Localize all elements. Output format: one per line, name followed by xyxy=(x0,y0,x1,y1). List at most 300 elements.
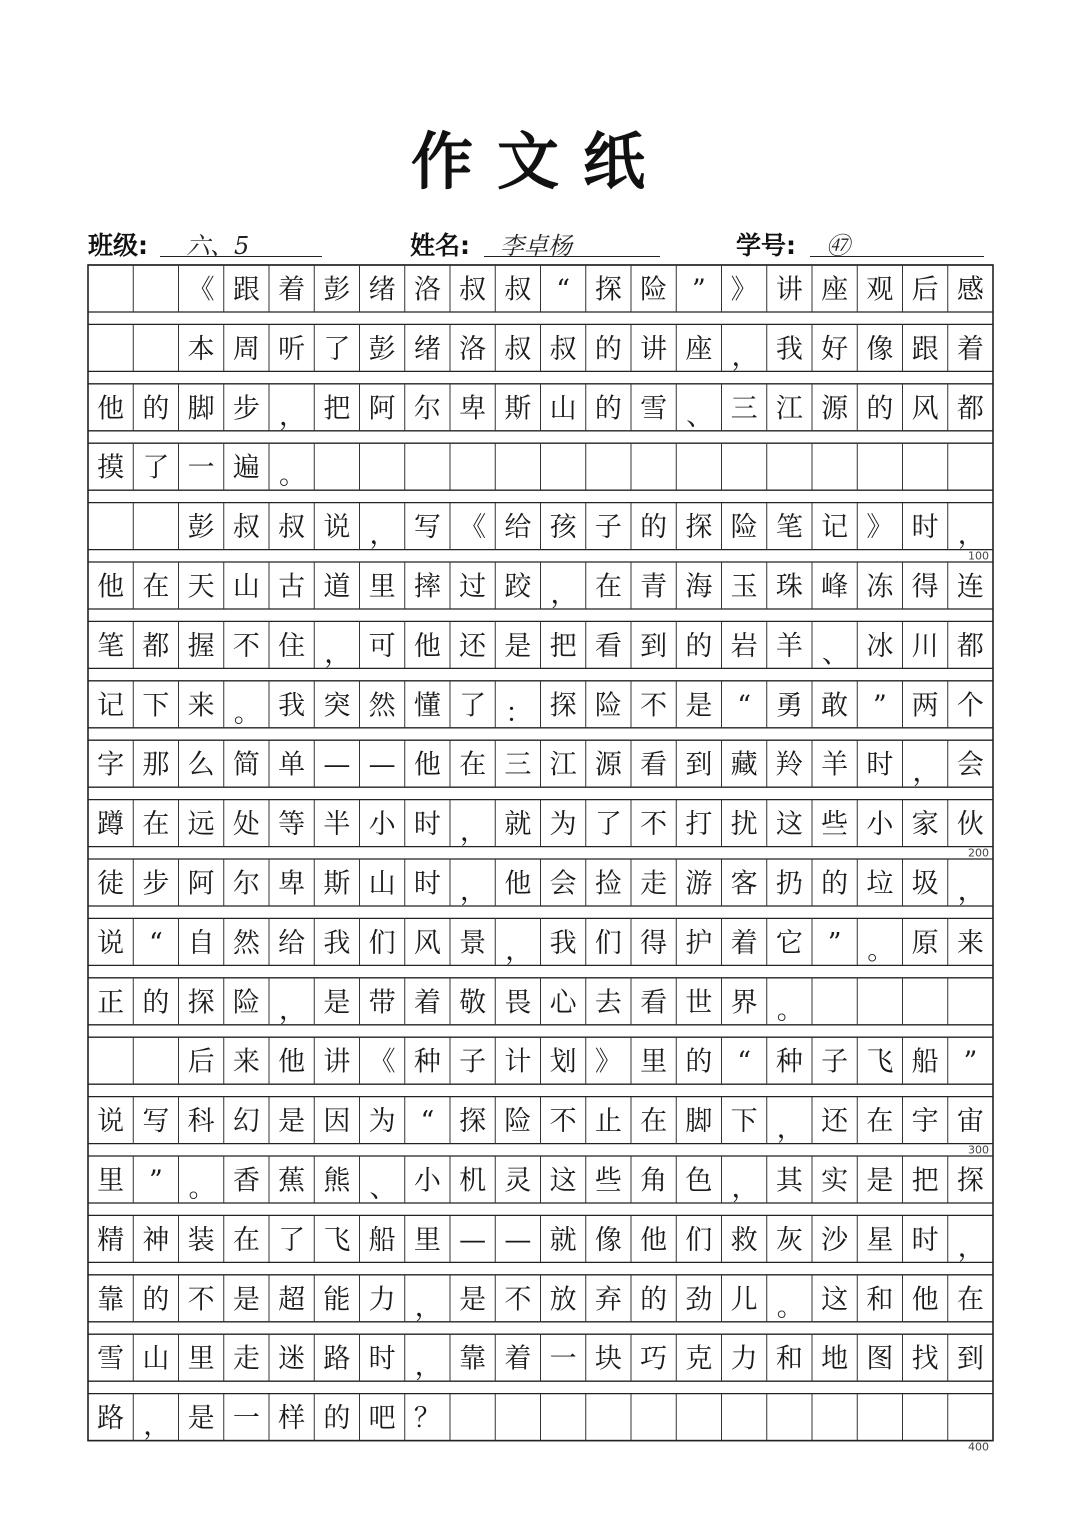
grid-char: 捡 xyxy=(594,868,622,900)
grid-char: 不 xyxy=(640,690,668,722)
grid-char: 羊 xyxy=(821,749,849,781)
grid-char: 正 xyxy=(97,987,125,1019)
grid-char: 里 xyxy=(97,1165,125,1197)
grid-char: 畏 xyxy=(504,987,532,1019)
grid-char: 是 xyxy=(187,1403,215,1435)
grid-char: 座 xyxy=(685,333,713,365)
grid-char: 古 xyxy=(278,571,306,603)
grid-char: 岩 xyxy=(730,630,758,662)
grid-char: 带 xyxy=(368,987,396,1019)
grid-char: 景 xyxy=(459,927,487,959)
grid-char: 勇 xyxy=(775,690,803,722)
grid-char: 都 xyxy=(956,630,984,662)
grid-char: 叔 xyxy=(278,512,306,544)
grid-char: 时 xyxy=(413,809,441,841)
grid-char: 是 xyxy=(232,1284,260,1316)
grid-char: 羊 xyxy=(775,630,803,662)
grid-char: 风 xyxy=(911,393,939,425)
grid-char: 脚 xyxy=(187,393,215,425)
grid-char: 找 xyxy=(911,1343,939,1375)
grid-row xyxy=(88,621,993,669)
grid-char: 三 xyxy=(504,749,532,781)
grid-char: 在 xyxy=(142,571,170,603)
grid-char: 单 xyxy=(278,749,306,781)
grid-char: ” xyxy=(872,690,887,722)
grid-row xyxy=(88,1156,993,1204)
grid-char: 》 xyxy=(866,512,894,544)
grid-char: 在 xyxy=(142,809,170,841)
grid-char: 超 xyxy=(278,1284,306,1316)
grid-char: 洛 xyxy=(459,333,487,365)
grid-char: 小 xyxy=(413,1165,441,1197)
grid-char: — xyxy=(504,1224,532,1256)
grid-char: 看 xyxy=(640,749,668,781)
grid-char: ， xyxy=(912,757,940,789)
grid-row xyxy=(88,800,993,860)
grid-char: 、 xyxy=(686,400,714,432)
grid-char: 等 xyxy=(278,809,306,841)
grid-char: 步 xyxy=(232,393,260,425)
grid-char: 是 xyxy=(866,1165,894,1197)
grid-char: 探 xyxy=(956,1165,984,1197)
grid-char: 小 xyxy=(866,809,894,841)
grid-char: 其 xyxy=(775,1165,803,1197)
grid-char: 把 xyxy=(323,393,351,425)
grid-char: 彭 xyxy=(187,512,215,544)
grid-char: 到 xyxy=(685,749,713,781)
grid-row xyxy=(88,1275,993,1323)
grid-char: 斯 xyxy=(504,393,532,425)
grid-char: 走 xyxy=(640,868,668,900)
grid-row xyxy=(88,859,993,907)
grid-char: 可 xyxy=(368,630,396,662)
grid-char: ？ xyxy=(413,1403,441,1435)
grid-char: 我 xyxy=(278,690,306,722)
grid-char: 它 xyxy=(775,927,803,959)
grid-char: 子 xyxy=(821,1046,849,1078)
grid-char: 一 xyxy=(232,1403,260,1435)
grid-char: ， xyxy=(459,876,487,907)
grid-char: 探 xyxy=(459,1106,487,1138)
grid-char: 得 xyxy=(640,927,668,959)
grid-char: 的 xyxy=(640,1284,668,1316)
grid-char: 是 xyxy=(459,1284,487,1316)
grid-char: 得 xyxy=(911,571,939,603)
grid-char: 到 xyxy=(956,1343,984,1375)
grid-char: 飞 xyxy=(866,1046,894,1078)
grid-char: 打 xyxy=(685,809,713,841)
grid-char: 像 xyxy=(866,333,894,365)
grid-char: 玉 xyxy=(730,571,758,603)
grid-char: 他 xyxy=(640,1224,668,1256)
grid-char: 叔 xyxy=(504,274,532,306)
grid-char: 然 xyxy=(368,690,396,722)
grid-char: 冻 xyxy=(866,571,894,603)
grid-char: 的 xyxy=(594,393,622,425)
grid-char: 险 xyxy=(232,987,260,1019)
grid-char: 块 xyxy=(594,1343,622,1375)
word-counter: 300 xyxy=(968,1143,989,1157)
grid-char: 江 xyxy=(775,393,803,425)
grid-char: 灵 xyxy=(504,1165,532,1197)
grid-char: — xyxy=(368,749,396,781)
grid-char: 讲 xyxy=(640,333,668,365)
grid-char: 。 xyxy=(776,1291,804,1323)
grid-char: 叔 xyxy=(504,333,532,365)
grid-char: 险 xyxy=(594,690,622,722)
grid-char: 原 xyxy=(911,927,939,959)
grid-char: 他 xyxy=(97,571,125,603)
grid-char: 幻 xyxy=(232,1106,260,1138)
grid-char: 家 xyxy=(911,809,939,841)
grid-char: 卑 xyxy=(278,868,306,900)
grid-char: 一 xyxy=(549,1343,577,1375)
grid-char: 三 xyxy=(730,393,758,425)
grid-char: “ xyxy=(420,1106,435,1138)
grid-char: 走 xyxy=(232,1343,260,1375)
grid-char: 笔 xyxy=(775,512,803,544)
grid-char: ， xyxy=(776,1113,804,1145)
grid-char: 的 xyxy=(142,1284,170,1316)
grid-char: ， xyxy=(369,519,397,551)
grid-char: 我 xyxy=(323,927,351,959)
grid-char: 他 xyxy=(413,749,441,781)
grid-char: 了 xyxy=(594,809,622,841)
grid-char: ， xyxy=(459,816,487,848)
grid-char: 远 xyxy=(187,809,215,841)
grid-char: 都 xyxy=(142,630,170,662)
grid-char: ， xyxy=(143,1410,171,1442)
grid-char: 给 xyxy=(504,512,532,544)
grid-char: 探 xyxy=(685,512,713,544)
grid-char: 峰 xyxy=(821,571,849,603)
grid-char: 时 xyxy=(911,1224,939,1256)
grid-char: 斯 xyxy=(323,868,351,900)
grid-char: 阿 xyxy=(187,868,215,900)
grid-char: 字 xyxy=(97,749,125,781)
grid-char: 的 xyxy=(640,512,668,544)
grid-char: 蕉 xyxy=(278,1165,306,1197)
grid-char: 这 xyxy=(549,1165,577,1197)
grid-char: 敢 xyxy=(821,690,849,722)
name-value: 李卓杨 xyxy=(500,232,572,260)
grid-char: 会 xyxy=(956,749,984,781)
word-counter: 400 xyxy=(968,1440,989,1454)
grid-char: 他 xyxy=(504,868,532,900)
grid-char: 。 xyxy=(867,935,895,967)
grid-char: 扔 xyxy=(775,868,803,900)
grid-char: 蹲 xyxy=(97,809,125,841)
grid-char: 迷 xyxy=(278,1343,306,1375)
grid-char: 来 xyxy=(232,1046,260,1078)
grid-char: 险 xyxy=(730,512,758,544)
grid-char: 跟 xyxy=(232,274,260,306)
grid-char: 不 xyxy=(232,630,260,662)
grid-char: — xyxy=(459,1224,487,1256)
grid-char: 冰 xyxy=(866,630,894,662)
grid-char: 靠 xyxy=(459,1343,487,1375)
grid-char: 我 xyxy=(549,927,577,959)
grid-row xyxy=(88,1097,993,1157)
word-counter: 200 xyxy=(968,846,989,860)
grid-char: 风 xyxy=(413,927,441,959)
grid-char: 处 xyxy=(232,809,260,841)
grid-char: 劲 xyxy=(685,1284,713,1316)
grid-row xyxy=(88,324,993,372)
grid-row xyxy=(88,384,993,432)
grid-char: 过 xyxy=(459,571,487,603)
grid-char: 说 xyxy=(97,1106,125,1138)
grid-char: 他 xyxy=(278,1046,306,1078)
grid-char: 计 xyxy=(504,1046,532,1078)
grid-char: 克 xyxy=(685,1343,713,1375)
grid-char: 的 xyxy=(142,987,170,1019)
grid-char: 是 xyxy=(323,987,351,1019)
grid-char: 会 xyxy=(549,868,577,900)
grid-char: 的 xyxy=(821,868,849,900)
grid-char: 着 xyxy=(278,274,306,306)
grid-char: 路 xyxy=(323,1343,351,1375)
grid-char: ： xyxy=(505,697,533,729)
grid-char: 我 xyxy=(775,333,803,365)
grid-char: 图 xyxy=(866,1343,894,1375)
grid-char: 两 xyxy=(911,690,939,722)
grid-char: 他 xyxy=(97,393,125,425)
grid-char: 在 xyxy=(640,1106,668,1138)
grid-char: 绪 xyxy=(413,333,441,365)
grid-char: ， xyxy=(731,1173,759,1204)
grid-char: ， xyxy=(414,1351,442,1383)
grid-char: 不 xyxy=(640,809,668,841)
grid-char: 圾 xyxy=(911,868,939,900)
grid-char: 去 xyxy=(594,987,622,1019)
grid-char: 时 xyxy=(866,749,894,781)
grid-char: 因 xyxy=(323,1106,351,1138)
number-value: ㊼ xyxy=(826,232,850,260)
grid-char: 不 xyxy=(504,1284,532,1316)
grid-char: 心 xyxy=(549,987,577,1019)
grid-char: 记 xyxy=(821,512,849,544)
grid-char: 彭 xyxy=(368,333,396,365)
grid-char: 时 xyxy=(911,512,939,544)
grid-char: 个 xyxy=(956,690,984,722)
grid-char: 好 xyxy=(821,333,849,365)
grid-char: 源 xyxy=(594,749,622,781)
grid-char: 。 xyxy=(233,697,261,729)
grid-char: ， xyxy=(731,341,759,373)
grid-char: 是 xyxy=(278,1106,306,1138)
grid-char: 一 xyxy=(187,452,215,484)
grid-char: 绪 xyxy=(368,274,396,306)
grid-char: 的 xyxy=(594,333,622,365)
grid-char: — xyxy=(323,749,351,781)
grid-char: 扰 xyxy=(730,809,758,841)
grid-char: 懂 xyxy=(413,690,441,722)
grid-char: 了 xyxy=(459,690,487,722)
grid-char: 羚 xyxy=(775,749,803,781)
grid-char: 们 xyxy=(594,927,622,959)
grid-row xyxy=(88,1334,993,1382)
grid-char: 记 xyxy=(97,690,125,722)
grid-char: 弃 xyxy=(594,1284,622,1316)
grid-char: 的 xyxy=(142,393,170,425)
grid-char: 着 xyxy=(730,927,758,959)
grid-char: 。 xyxy=(188,1173,216,1204)
grid-char: 香 xyxy=(232,1165,260,1197)
grid-char: 宇 xyxy=(911,1106,939,1138)
grid-char: 垃 xyxy=(866,868,894,900)
grid-char: 时 xyxy=(413,868,441,900)
grid-char: “ xyxy=(148,927,163,959)
grid-char: 是 xyxy=(685,690,713,722)
grid-char: 来 xyxy=(956,927,984,959)
grid-char: ” xyxy=(827,927,842,959)
grid-char: 里 xyxy=(187,1343,215,1375)
grid-char: 路 xyxy=(97,1403,125,1435)
grid-char: ， xyxy=(324,638,352,670)
grid-char: 和 xyxy=(775,1343,803,1375)
grid-char: 卑 xyxy=(459,393,487,425)
grid-char: 救 xyxy=(730,1224,758,1256)
grid-char: 客 xyxy=(730,868,758,900)
page-title: 作文纸 xyxy=(410,125,669,198)
grid-char: 把 xyxy=(549,630,577,662)
class-label: 班级: xyxy=(88,231,148,260)
grid-char: ， xyxy=(957,876,985,907)
grid-char: 源 xyxy=(821,393,849,425)
grid-char: 山 xyxy=(368,868,396,900)
grid-char: 种 xyxy=(775,1046,803,1078)
grid-char: 《 xyxy=(368,1046,396,1078)
grid-char: 划 xyxy=(549,1046,577,1078)
grid-char: 叔 xyxy=(549,333,577,365)
grid-char: 下 xyxy=(142,690,170,722)
grid-char: 。 xyxy=(776,994,804,1026)
grid-char: 着 xyxy=(956,333,984,365)
grid-char: 下 xyxy=(730,1106,758,1138)
grid-char: 周 xyxy=(232,333,260,365)
grid-char: 里 xyxy=(368,571,396,603)
grid-char: 不 xyxy=(187,1284,215,1316)
grid-char: 了 xyxy=(323,333,351,365)
grid-char: 后 xyxy=(187,1046,215,1078)
grid-char: 不 xyxy=(549,1106,577,1138)
number-label: 学号: xyxy=(736,231,796,260)
grid-char: ” xyxy=(963,1046,978,1078)
grid-char: ” xyxy=(691,274,706,306)
grid-char: 孩 xyxy=(549,512,577,544)
grid-char: 和 xyxy=(866,1284,894,1316)
grid-char: 像 xyxy=(594,1224,622,1256)
grid-char: 了 xyxy=(278,1224,306,1256)
grid-char: 科 xyxy=(187,1106,215,1138)
grid-char: 样 xyxy=(278,1403,306,1435)
grid-char: 们 xyxy=(368,927,396,959)
grid-char: ， xyxy=(414,1291,442,1323)
grid-char: 感 xyxy=(956,274,984,306)
grid-border xyxy=(88,265,993,1441)
grid-char: 些 xyxy=(594,1165,622,1197)
grid-char: ” xyxy=(148,1165,163,1197)
grid-char: “ xyxy=(737,1046,752,1078)
grid-char: 看 xyxy=(640,987,668,1019)
grid-char: 里 xyxy=(413,1224,441,1256)
grid-char: 突 xyxy=(323,690,351,722)
grid-char: 在 xyxy=(866,1106,894,1138)
grid-char: ， xyxy=(278,400,306,432)
grid-char: 到 xyxy=(640,630,668,662)
grid-char: 彭 xyxy=(323,274,351,306)
grid-char: 角 xyxy=(640,1165,668,1197)
grid-char: 了 xyxy=(142,452,170,484)
grid-char: 阿 xyxy=(368,393,396,425)
grid-char: 吧 xyxy=(368,1403,396,1435)
grid-char: 自 xyxy=(187,927,215,959)
grid-char: 险 xyxy=(504,1106,532,1138)
grid-char: 川 xyxy=(911,630,939,662)
grid-char: 们 xyxy=(685,1224,713,1256)
grid-char: 徒 xyxy=(97,868,125,900)
grid-char: 灰 xyxy=(775,1224,803,1256)
grid-char: 伙 xyxy=(956,809,984,841)
grid-char: 说 xyxy=(323,512,351,544)
grid-char: 着 xyxy=(504,1343,532,1375)
grid-char: 时 xyxy=(368,1343,396,1375)
grid-char: 那 xyxy=(142,749,170,781)
grid-char: 连 xyxy=(956,571,984,603)
grid-char: 沙 xyxy=(821,1224,849,1256)
grid-char: “ xyxy=(737,690,752,722)
grid-char: 险 xyxy=(640,274,668,306)
grid-char: 神 xyxy=(142,1224,170,1256)
grid-char: 装 xyxy=(187,1224,215,1256)
grid-char: ， xyxy=(957,1232,985,1264)
grid-char: 在 xyxy=(232,1224,260,1256)
grid-char: 色 xyxy=(685,1165,713,1197)
grid-char: 力 xyxy=(730,1343,758,1375)
grid-char: 熊 xyxy=(323,1165,351,1197)
grid-char: 尔 xyxy=(232,868,260,900)
grid-char: 天 xyxy=(187,571,215,603)
grid-char: 遍 xyxy=(232,452,260,484)
grid-char: ， xyxy=(505,935,533,967)
grid-char: 》 xyxy=(594,1046,622,1078)
grid-char: 机 xyxy=(459,1165,487,1197)
grid-row xyxy=(88,503,993,563)
grid-char: ， xyxy=(550,579,578,610)
grid-char: 然 xyxy=(232,927,260,959)
grid-char: 尔 xyxy=(413,393,441,425)
grid-row xyxy=(88,265,993,312)
grid-char: 叔 xyxy=(232,512,260,544)
grid-char: 他 xyxy=(413,630,441,662)
grid-row xyxy=(88,978,993,1026)
grid-char: 种 xyxy=(413,1046,441,1078)
grid-char: 么 xyxy=(187,749,215,781)
grid-char: 他 xyxy=(911,1284,939,1316)
grid-char: 就 xyxy=(504,809,532,841)
grid-row xyxy=(88,1037,993,1084)
grid-row xyxy=(88,443,993,491)
grid-char: 这 xyxy=(821,1284,849,1316)
grid-char: 跟 xyxy=(911,333,939,365)
grid-char: 的 xyxy=(323,1403,351,1435)
grid-char: 摸 xyxy=(97,452,125,484)
grid-char: 儿 xyxy=(730,1284,758,1316)
grid-char: 《 xyxy=(459,512,487,544)
grid-char: 这 xyxy=(775,809,803,841)
name-label: 姓名: xyxy=(410,231,470,260)
